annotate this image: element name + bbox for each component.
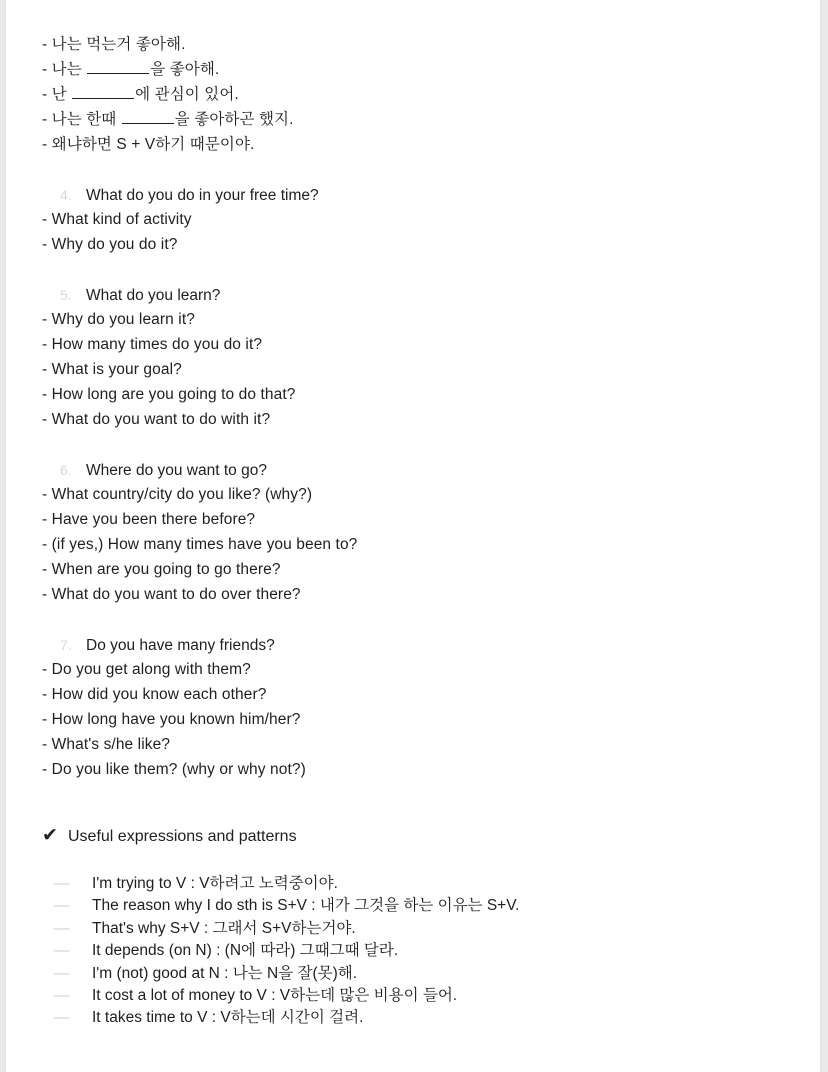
fill-in-blank: [122, 109, 174, 124]
question-item: - What kind of activity: [42, 209, 802, 234]
question-item: - Why do you do it?: [42, 234, 802, 259]
document-page: [6, 0, 820, 1072]
question-item: - Have you been there before?: [42, 509, 802, 534]
question-item: - How did you know each other?: [42, 684, 802, 709]
fill-in-blank: [87, 59, 149, 74]
intro-line-before: 나는: [51, 61, 87, 78]
question-item: - (if yes,) How many times have you been to?: [42, 534, 802, 559]
section-heading-text: What do you do in your free time?: [86, 187, 319, 204]
section-heading-text: Where do you want to go?: [86, 462, 267, 479]
intro-line-fill-blank: [42, 109, 802, 134]
expression-item: [42, 919, 802, 941]
question-item: - How long have you known him/her?: [42, 709, 802, 734]
dash-bullet-icon: —: [54, 897, 70, 915]
question-section-5: [42, 284, 802, 434]
dash-bullet-icon: —: [54, 964, 70, 982]
intro-line-fill-blank: [42, 84, 802, 109]
expression-text: It depends (on N) : (N에 따라) 그때그때 달라.: [92, 942, 399, 960]
expression-item: [42, 941, 802, 963]
useful-expressions-heading: [42, 824, 802, 850]
intro-lines: [42, 34, 802, 159]
intro-line: - 왜냐하면 S + V하기 때문이야.: [42, 134, 802, 159]
intro-line: - 나는 먹는거 좋아해.: [42, 34, 802, 59]
intro-line-after: 을 좋아하곤 했지.: [174, 111, 294, 128]
question-item: - How long are you going to do that?: [42, 384, 802, 409]
question-item: - How many times do you do it?: [42, 334, 802, 359]
intro-line-before: 나는 한때: [51, 111, 121, 128]
fill-in-blank: [72, 84, 134, 99]
section-number: 4.: [60, 187, 72, 203]
dash-bullet-icon: —: [54, 919, 70, 937]
document-content: [42, 34, 802, 1031]
intro-line-after: 에 관심이 있어.: [135, 86, 239, 103]
dash-bullet-icon: —: [54, 875, 70, 892]
useful-expressions-title: Useful expressions and patterns: [68, 828, 297, 845]
section-heading-text: Do you have many friends?: [86, 637, 275, 654]
question-item: - Why do you learn it?: [42, 309, 802, 334]
section-heading-text: What do you learn?: [86, 287, 221, 304]
expression-text: It cost a lot of money to V : V하는데 많은 비용이 들어.: [92, 986, 458, 1004]
question-item: - Do you like them? (why or why not?): [42, 759, 802, 784]
question-item: - What is your goal?: [42, 359, 802, 384]
dash-bullet-icon: —: [54, 942, 70, 960]
section-heading: [42, 634, 802, 659]
expression-item: [42, 986, 802, 1008]
expression-text: I'm trying to V : V하려고 노력중이야.: [92, 875, 338, 892]
expression-text: It takes time to V : V하는데 시간이 걸려.: [92, 1009, 364, 1027]
section-number: 5.: [60, 287, 72, 303]
intro-line-after: 을 좋아해.: [150, 61, 220, 78]
expression-list: [42, 874, 802, 1031]
question-item: - When are you going to go there?: [42, 559, 802, 584]
question-item: - What do you want to do with it?: [42, 409, 802, 434]
section-heading: [42, 284, 802, 309]
section-number: 6.: [60, 462, 72, 478]
intro-line-before: 난: [51, 86, 72, 103]
expression-text: That's why S+V : 그래서 S+V하는거야.: [92, 919, 356, 937]
checkmark-icon: ✔: [42, 825, 58, 846]
section-number: 7.: [60, 637, 72, 653]
question-section-6: [42, 459, 802, 609]
dash-bullet-icon: —: [54, 986, 70, 1004]
expression-item: [42, 874, 802, 896]
expression-text: The reason why I do sth is S+V : 내가 그것을 하는 이유는 S+V.: [92, 897, 520, 915]
dash-bullet-icon: —: [54, 1009, 70, 1027]
expression-item: [42, 896, 802, 918]
question-item: - What's s/he like?: [42, 734, 802, 759]
section-heading: [42, 184, 802, 209]
expression-text: I'm (not) good at N : 나는 N을 잘(못)해.: [92, 964, 358, 982]
question-section-7: [42, 634, 802, 784]
intro-line-fill-blank: [42, 59, 802, 84]
expression-item: [42, 1008, 802, 1030]
question-section-4: [42, 184, 802, 259]
expression-item: [42, 964, 802, 986]
question-item: - What country/city do you like? (why?): [42, 484, 802, 509]
section-heading: [42, 459, 802, 484]
question-item: - What do you want to do over there?: [42, 584, 802, 609]
question-item: - Do you get along with them?: [42, 659, 802, 684]
